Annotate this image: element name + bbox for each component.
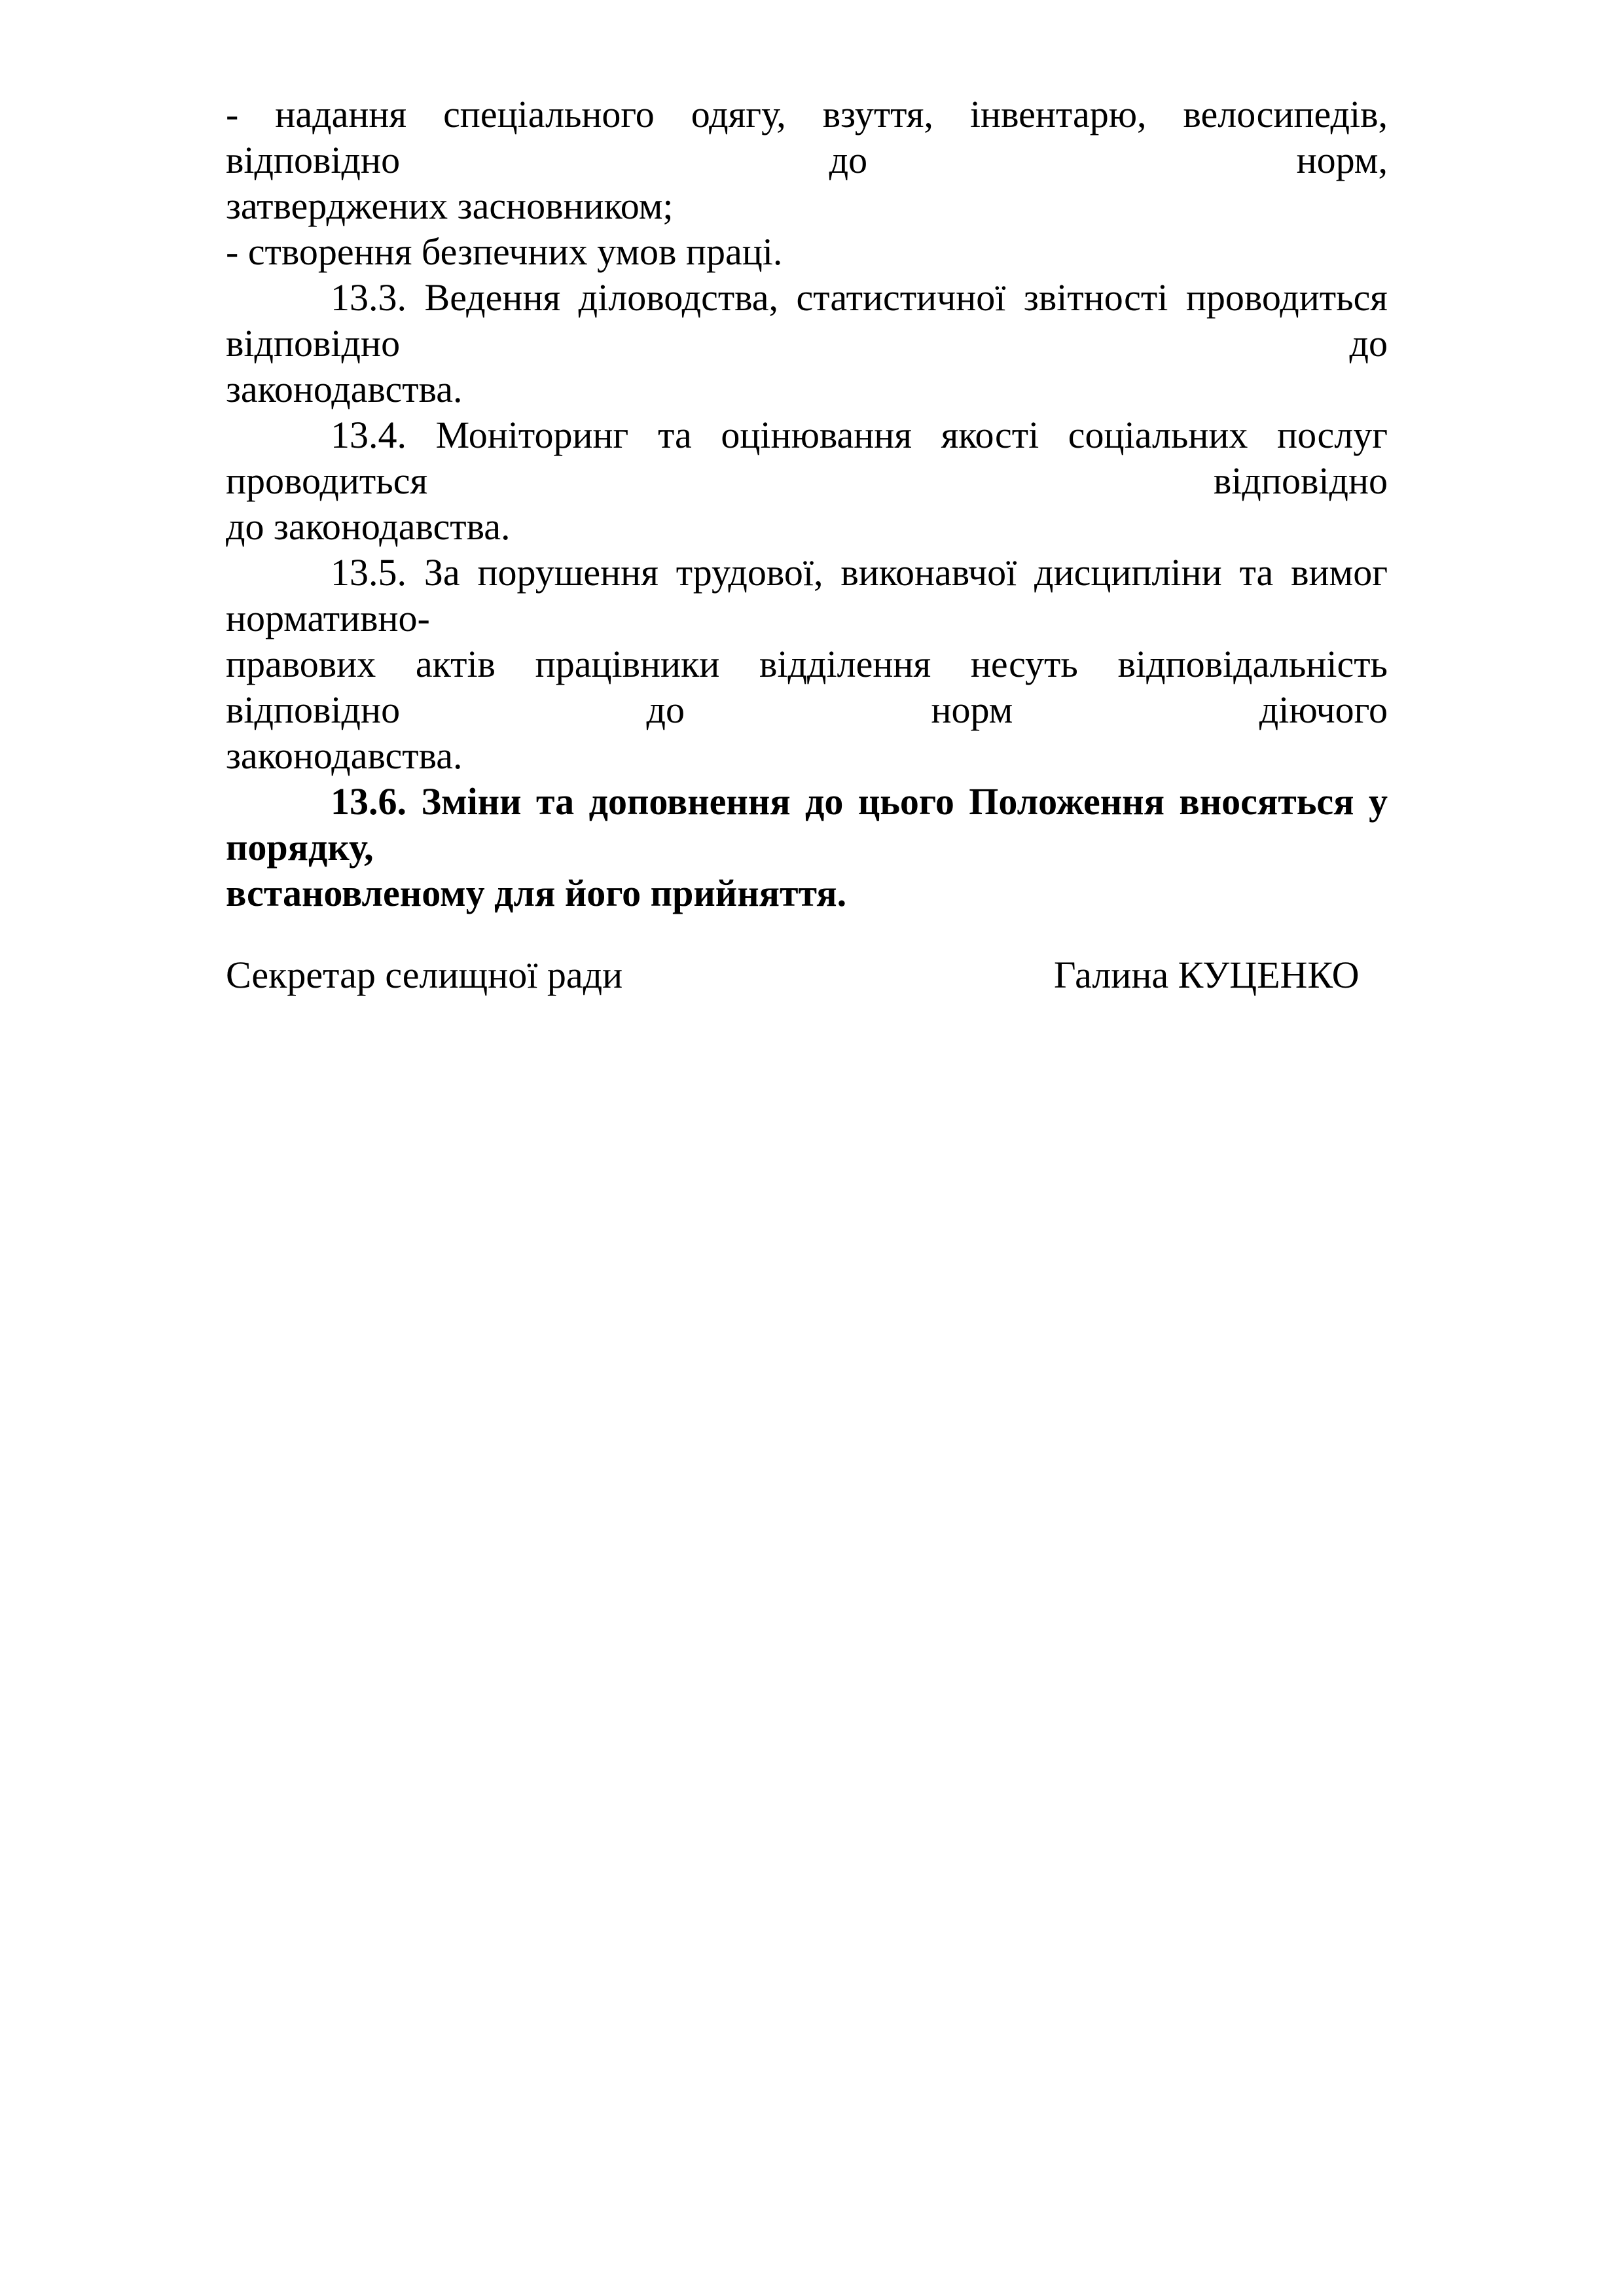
text-line: законодавства. — [226, 368, 463, 410]
signature-position-title: Секретар селищної ради — [226, 954, 623, 996]
clause-13-3 — [226, 275, 1388, 412]
clause-13-6 — [226, 779, 1388, 916]
clause-13-5 — [226, 550, 1388, 779]
bullet-safe-conditions — [226, 229, 1388, 275]
text-line: правових актів працівники відділення несуть відповідальність відповідно до норм діючого — [226, 643, 1388, 731]
text-line: - надання спеціального одягу, взуття, інвентарю, велосипедів, відповідно до норм, — [226, 93, 1388, 181]
text-line: 13.5. За порушення трудової, виконавчої дисципліни та вимог нормативно- — [226, 551, 1388, 639]
text-line: 13.3. Ведення діловодства, статистичної звітності проводиться відповідно до — [226, 276, 1388, 365]
text-line: 13.6. Зміни та доповнення до цього Положення вносяться у порядку, — [226, 780, 1388, 869]
text-line: до законодавства. — [226, 505, 511, 548]
text-line: - створення безпечних умов праці. — [226, 230, 783, 273]
bullet-special-clothing — [226, 92, 1388, 229]
text-line: 13.4. Моніторинг та оцінювання якості соціальних послуг проводиться відповідно — [226, 414, 1388, 502]
signature-signer-name: Галина КУЦЕНКО — [1054, 954, 1360, 996]
text-line: затверджених засновником; — [226, 185, 674, 227]
clause-13-4 — [226, 412, 1388, 550]
document-body — [0, 0, 1624, 916]
signature-row — [0, 952, 1624, 998]
text-line: встановленому для його прийняття. — [226, 872, 847, 914]
text-line: законодавства. — [226, 734, 463, 777]
